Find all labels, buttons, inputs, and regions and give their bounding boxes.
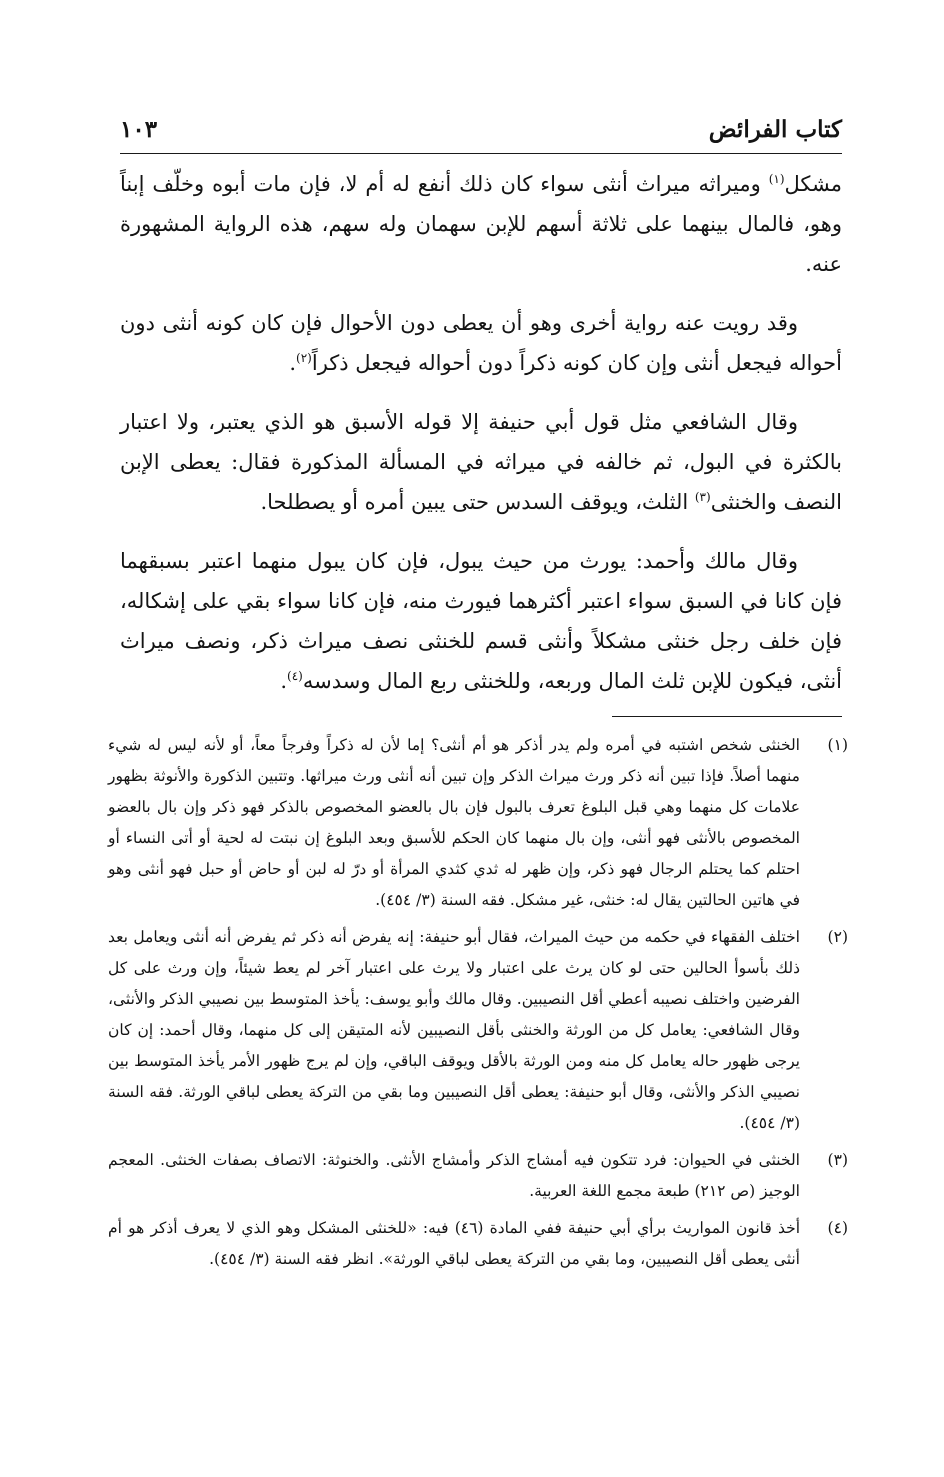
footnote-ref-2: (٢) <box>296 351 312 365</box>
footnote-number: (١) <box>827 736 848 754</box>
footnote-number: (٣) <box>827 1151 848 1169</box>
paragraph-1-text-a: مشكل <box>784 172 842 196</box>
paragraph-2-text-b: . <box>289 351 297 375</box>
page-number: ١٠٣ <box>120 116 158 143</box>
footnote-text: الخنثى في الحيوان: فرد تتكون فيه أمشاج الذكر وأمشاج الأنثى. والخنوثة: الاتصاف بصفات الخنثى. المعجم الوجيز (ص ٢١٢) طبعة مجمع اللغة العربية. <box>108 1151 800 1200</box>
footnote-text: أخذ قانون المواريث برأي أبي حنيفة ففي المادة (٤٦) فيه: «للخنثى المشكل وهو الذي لا يعرف أذكر هو أم أنثى يعطى أقل النصيبين، وما بقي من التركة يعطى لباقي الورثة». انظر فقه السنة (٣/ ٤٥٤). <box>108 1219 800 1268</box>
paragraph-1-text-b: وميراثه ميراث أنثى سواء كان ذلك أنفع له أم لا، فإن مات أبوه وخلّف إبناً وهو، فالمال بينهما على ثلاثة أسهم للإبن سهمان وله سهم، هذه الرواية المشهورة عنه. <box>120 172 842 276</box>
footnote-3 <box>108 1145 848 1207</box>
footnote-separator <box>612 716 842 717</box>
paragraph-4-text-a: وقال مالك وأحمد: يورث من حيث يبول، فإن كان يبول منهما اعتبر بسبقهما فإن كانا في السبق سواء اعتبر أكثرهما فيورث منه، فإن كانا سواء بقي على إشكاله، فإن خلف رجل خنثى مشكلاً وأنثى قسم للخنثى نصف ميراث ذكر، ونصف ميراث أنثى، فيكون للإبن ثلث المال وربعه، وللخنثى ربع المال وسدسه <box>120 549 842 693</box>
paragraph-3-text-b: الثلث، ويوقف السدس حتى يبين أمره أو يصطلحا. <box>260 490 695 514</box>
header-rule <box>120 153 842 154</box>
footnote-ref-1: (١) <box>768 172 785 186</box>
paragraph-2 <box>120 303 842 383</box>
footnote-1 <box>108 730 848 916</box>
page-header <box>120 112 842 152</box>
main-text <box>120 164 842 720</box>
footnote-ref-3: (٣) <box>694 490 711 504</box>
paragraph-3 <box>120 402 842 522</box>
paragraph-2-text-a: وقد رويت عنه رواية أخرى وهو أن يعطى دون الأحوال فإن كان كونه أنثى دون أحواله فيجعل أنثى وإن كان كونه ذكراً دون أحواله فيجعل ذكراً <box>120 311 842 375</box>
footnote-2 <box>108 922 848 1139</box>
paragraph-1 <box>120 164 842 284</box>
footnote-number: (٤) <box>827 1219 848 1237</box>
footnote-text: الخنثى شخص اشتبه في أمره ولم يدر أذكر هو أم أنثى؟ إما لأن له ذكراً وفرجاً معاً، أو لأنه ليس له شيء منهما أصلاً. فإذا تبين أنه ذكر ورث ميراث الذكر وإن تبين أنه أنثى ورث ميراثها. وتتبين الذكورة والأنوثة بظهور علامات كل منهما وهي قبل البلوغ تعرف بالبول فإن بال بالعضو المخصوص بالذكر فهو ذكر وإن بال بالعضو المخصوص بالأنثى فهو أنثى، وإن بال منهما كان الحكم للأسبق وبعد البلوغ إن نبتت له لحية أو أتى النساء أو احتلم كما يحتلم الرجال فهو ذكر، وإن ظهر له ثدي كثدي المرأة أو درّ له لبن أو حاض أو حبل فهو أنثى وهو في هاتين الحالتين يقال له: خنثى، غير مشكل. فقه السنة (٣/ ٤٥٤). <box>108 736 800 909</box>
paragraph-3-text-a: وقال الشافعي مثل قول أبي حنيفة إلا قوله الأسبق هو الذي يعتبر، ولا اعتبار بالكثرة في البول، ثم خالفه في ميراثه في المسألة المذكورة فقال: يعطى الإبن النصف والخنثى <box>120 410 842 514</box>
footnote-ref-4: (٤) <box>287 669 303 683</box>
running-title: كتاب الفرائض <box>708 116 842 143</box>
paragraph-4 <box>120 541 842 701</box>
paragraph-4-text-b: . <box>280 669 288 693</box>
footnote-text: اختلف الفقهاء في حكمه من حيث الميراث، فقال أبو حنيفة: إنه يفرض أنه ذكر ثم يفرض أنه أنثى ويعامل بعد ذلك بأسوأ الحالين حتى لو كان يرث على اعتبار ولا يرث على اعتبار آخر لم يعط شيئاً، وإن ورث على كل الفرضين واختلف نصيبه أعطي أقل النصيبين. وقال مالك وأبو يوسف: يأخذ المتوسط بين نصيبي الذكر والأنثى، وقال الشافعي: يعامل كل من الورثة والخنثى بأقل النصيبين لأنه المتيقن إلى كل منهما، وقال أحمد: إن كان يرجى ظهور حاله يعامل كل منه ومن الورثة بالأقل ويوقف الباقي، وإن لم يرج ظهور الأمر يأخذ المتوسط بين نصيبي الذكر والأنثى، وقال أبو حنيفة: يعطى أقل النصيبين وما بقي من التركة يعطى لباقي الورثة. فقه السنة (٣/ ٤٥٤). <box>108 928 800 1132</box>
footnote-number: (٢) <box>827 928 848 946</box>
footnote-4 <box>108 1213 848 1275</box>
footnotes <box>108 730 848 1281</box>
